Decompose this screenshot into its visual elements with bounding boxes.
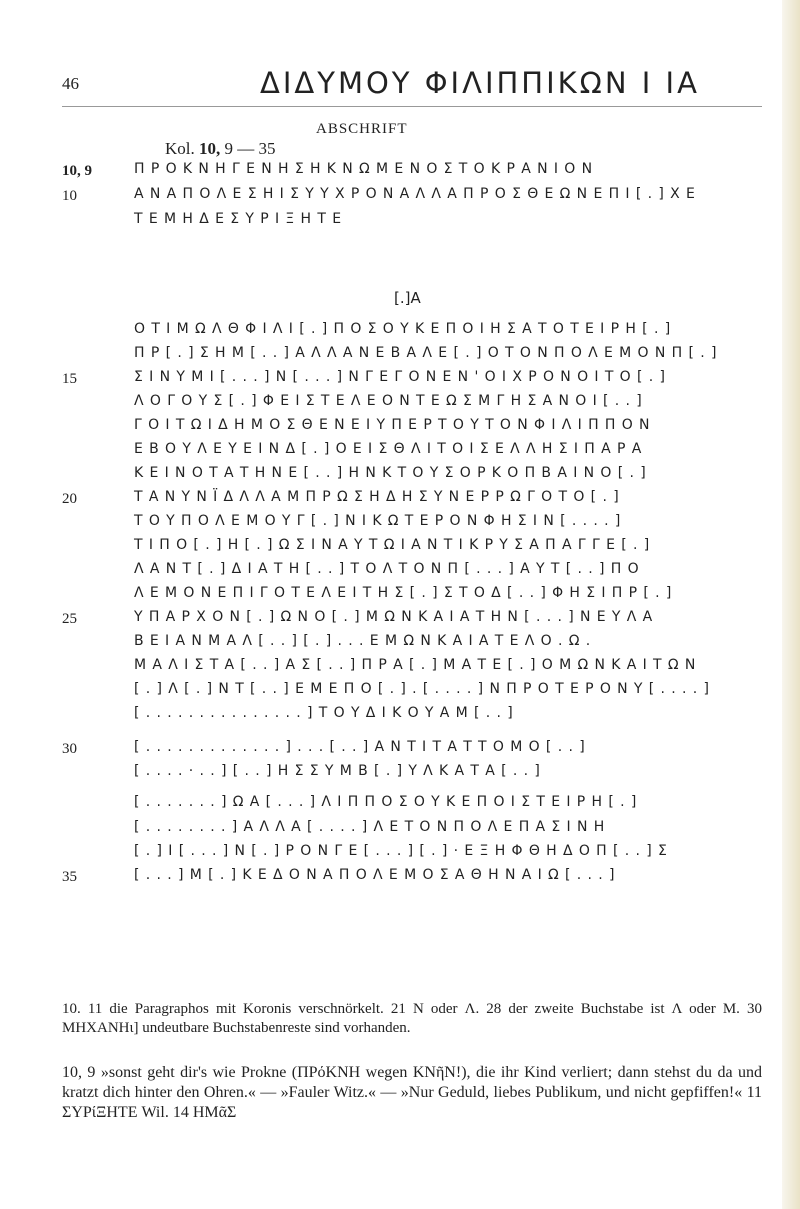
transcription-line — [62, 186, 762, 208]
line-text: ΥΠΑΡΧΟΝ[.]ΩΝΟ[.]ΜΩΝΚΑΙΑΤΗΝ[...]ΝΕΥΛΑ — [134, 609, 659, 625]
apparatus-notes — [62, 1000, 762, 1038]
line-number: 10 — [62, 188, 77, 204]
line-text: [....·..][..]ΗΣΣΥΜΒ[.]ΥΛΚΑΤΑ[..] — [134, 763, 547, 779]
transcription-line — [62, 161, 762, 183]
transcription-line — [62, 819, 762, 841]
line-text: ΛΑΝΤ[.]ΔΙΑΤΗ[..]ΤΟΛΤΟΝΠ[...]ΑΥΤ[..]ΠΟ — [134, 561, 645, 577]
line-text: ΒΕΙΑΝΜΑΛ[..][.]...ΕΜΩΝΚΑΙΑΤΕΛΟ.Ω. — [134, 633, 597, 649]
line-text: ΤΟΥΠΟΛΕΜΟΥΓ[.]ΝΙΚΩΤΕΡΟΝΦΗΣΙΝ[....] — [134, 513, 627, 529]
page-edge — [782, 0, 800, 1209]
line-text: [.............]...[..]ΑΝΤΙΤΑΤΤΟΜΟ[..] — [134, 739, 591, 755]
transcription-line — [62, 211, 762, 233]
transcription-line — [62, 465, 762, 487]
header-rule — [62, 106, 762, 107]
transcription-line — [62, 867, 762, 889]
line-text: [.......]ΩΑ[...]ΛΙΠΠΟΣΟΥΚΕΠΟΙΣΤΕΙΡΗ[.] — [134, 794, 643, 810]
transcription-line — [62, 417, 762, 439]
transcription-line — [62, 739, 762, 761]
line-text: [...............]ΤΟΥΔΙΚΟΥΑΜ[..] — [134, 705, 520, 721]
transcription-line — [62, 393, 762, 415]
section-mark: [.]A — [394, 289, 421, 307]
transcription-line — [62, 441, 762, 463]
transcription-line — [62, 321, 762, 343]
line-text: [.]Λ[.]ΝΤ[..]ΕΜΕΠΟ[.].[....]ΝΠΡΟΤΕΡΟΝΥ[....] — [134, 681, 716, 697]
page-header — [62, 62, 762, 102]
line-number: 30 — [62, 741, 77, 757]
line-text: ΕΒΟΥΛΕΥΕΙΝΔ[.]ΟΕΙΣΘΛΙΤΟΙΣΕΛΛΗΣΙΠΑΡΑ — [134, 441, 648, 457]
line-number: 20 — [62, 491, 77, 507]
kol-number: 10, — [199, 139, 221, 158]
transcription-line — [62, 585, 762, 607]
page-number: 46 — [62, 74, 79, 93]
line-text: [...]Μ[.]ΚΕΔΟΝΑΠΟΛΕΜΟΣΑΘΗΝΑΙΩ[...] — [134, 867, 621, 883]
transcription-line — [62, 657, 762, 679]
line-text: ΣΙΝΥΜΙ[...]Ν[...]ΝΓΕΓΟΝΕΝ'ΟΙΧΡΟΝΟΙΤΟ[.] — [134, 369, 672, 385]
transcription-line — [62, 763, 762, 785]
apparatus-note: 10. 11 die Paragraphos mit Koronis verschnörkelt. 21 N oder Λ. 28 der zweite Buchstabe ist Λ oder Μ. 30 ΜΗΧΑΝΗι] undeutbare Buchstabenreste sind vorhanden. — [62, 1001, 762, 1036]
line-number: 15 — [62, 371, 77, 387]
transcription-line — [62, 681, 762, 703]
transcription-line — [62, 369, 762, 391]
line-text: ΠΡ[.]ΣΗΜ[..]ΑΛΛΑΝΕΒΑΛΕ[.]ΟΤΟΝΠΟΛΕΜΟΝΠ[.] — [134, 345, 723, 361]
line-text: ΚΕΙΝΟΤΑΤΗΝΕ[..]ΗΝΚΤΟΥΣΟΡΚΟΠΒΑΙΝΟ[.] — [134, 465, 653, 481]
line-text: ΠΡΟΚΝΗΓΕΝΗΣΗΚΝΩΜΕΝΟΣΤΟΚΡΑΝΙΟΝ — [134, 161, 599, 177]
transcription-line — [62, 345, 762, 367]
line-text: ΓΟΙΤΩΙΔΗΜΟΣΘΕΝΕΙΥΠΕΡΤΟΥΤΟΝΦΙΛΙΠΠΟΝ — [134, 417, 656, 433]
transcription-line — [62, 561, 762, 583]
line-text: ΤΙΠΟ[.]Η[.]ΩΣΙΝΑΥΤΩΙΑΝΤΙΚΡΥΣΑΠΑΓΓΕ[.] — [134, 537, 656, 553]
translation-note: 10, 9 »sonst geht dir's wie Prokne (ΠΡόΚΝΗ wegen ΚΝῆΝ!), die ihr Kind verliert; dann stehst du da und kratzt dich hinter den Ohren.« — »Fauler Witz.« — »Nur Geduld, liebes Publikum, und nicht gepfiffen!« 11 ΣΥΡίΞΗΤΕ Wil. 14 ΗΜᾶΣ — [62, 1064, 762, 1121]
line-text: ΛΟΓΟΥΣ[.]ΦΕΙΣΤΕΛΕΟΝΤΕΩΣΜΓΗΣΑΝΟΙ[..] — [134, 393, 649, 409]
abschrift-heading: ABSCHRIFT — [316, 121, 408, 137]
transcription-line — [62, 609, 762, 631]
line-text: ΛΕΜΟΝΕΠΙΓΟΤΕΛΕΙΤΗΣ[.]ΣΤΟΔ[..]ΦΗΣΙΠΡ[.] — [134, 585, 678, 601]
line-text: ΤΑΝΥΝΪΔΛΛΑΜΠΡΩΣΗΔΗΣΥΝΕΡΡΩΓΟΤΟ[.] — [134, 489, 625, 505]
line-text: [........]ΑΛΛΑ[....]ΛΕΤΟΝΠΟΛΕΠΑΣΙΝΗ — [134, 819, 611, 835]
transcription-line — [62, 513, 762, 535]
line-text: ΤΕΜΗΔΕΣΥΡΙΞΗΤΕ — [134, 211, 348, 227]
transcription-line — [62, 633, 762, 655]
transcription-line — [62, 537, 762, 559]
line-text: [.]Ι[...]Ν[.]ΡΟΝΓΕ[...][.]·ΕΞΗΦΘΗΔΟΠ[..]Σ — [134, 843, 674, 859]
line-text: ΑΝΑΠΟΛΕΣΗΙΣΥΥΧΡΟΝΑΛΛΑΠΡΟΣΘΕΩΝΕΠΙ[.]ΧΕ — [134, 186, 702, 202]
transcription-line — [62, 843, 762, 865]
kol-range: 9 — 35 — [224, 139, 276, 158]
column-reference — [165, 139, 276, 159]
transcription-line — [62, 489, 762, 511]
line-number: 25 — [62, 611, 77, 627]
line-number: 35 — [62, 869, 77, 885]
transcription-line — [62, 794, 762, 816]
running-title: ΔΙΔΥΜΟΥ ΦΙΛΙΠΠΙΚΩΝ Ι ΙΑ — [260, 66, 700, 100]
kol-prefix: Kol. — [165, 139, 195, 158]
line-text: ΜΑΛΙΣΤΑ[..]ΑΣ[..]ΠΡΑ[.]ΜΑΤΕ[.]ΟΜΩΝΚΑΙΤΩΝ — [134, 657, 702, 673]
line-text: ΟΤΙΜΩΛΘΦΙΛΙ[.]ΠΟΣΟΥΚΕΠΟΙΗΣΑΤΟΤΕΙΡΗ[.] — [134, 321, 677, 337]
transcription-line — [62, 705, 762, 727]
line-number: 10, 9 — [62, 163, 92, 179]
